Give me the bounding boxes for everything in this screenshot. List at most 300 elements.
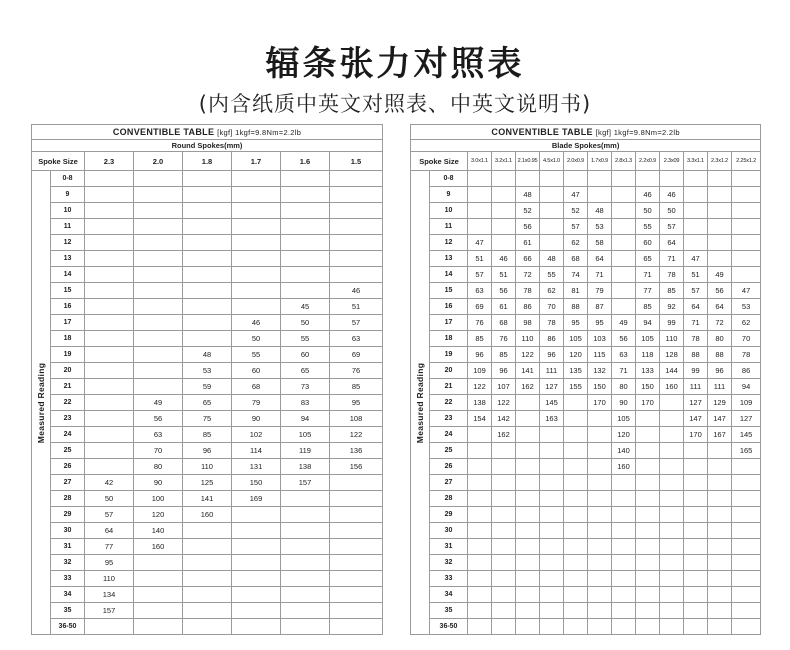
tension-cell: 78 bbox=[540, 315, 564, 331]
tension-cell bbox=[612, 603, 636, 619]
tension-cell bbox=[540, 571, 564, 587]
tension-cell: 81 bbox=[564, 283, 588, 299]
tension-cell bbox=[492, 507, 516, 523]
tension-cell bbox=[636, 555, 660, 571]
tension-cell bbox=[588, 187, 612, 203]
tension-cell: 74 bbox=[564, 267, 588, 283]
tension-cell: 80 bbox=[134, 459, 183, 475]
tension-cell: 105 bbox=[636, 331, 660, 347]
tension-cell bbox=[564, 619, 588, 635]
tension-cell bbox=[660, 491, 684, 507]
tension-cell bbox=[516, 411, 540, 427]
tension-cell bbox=[732, 219, 761, 235]
tension-cell: 71 bbox=[636, 267, 660, 283]
tension-cell: 98 bbox=[516, 315, 540, 331]
tension-cell: 160 bbox=[660, 379, 684, 395]
table-row bbox=[32, 395, 383, 411]
tension-cell: 64 bbox=[708, 299, 732, 315]
tension-cell bbox=[281, 539, 330, 555]
tension-cell bbox=[708, 619, 732, 635]
tension-cell: 57 bbox=[684, 283, 708, 299]
tension-cell: 79 bbox=[232, 395, 281, 411]
tension-cell: 58 bbox=[588, 235, 612, 251]
tension-cell bbox=[330, 235, 383, 251]
tension-cell: 77 bbox=[636, 283, 660, 299]
tension-cell: 129 bbox=[708, 395, 732, 411]
table-row bbox=[32, 427, 383, 443]
tension-cell bbox=[588, 459, 612, 475]
tension-cell bbox=[636, 571, 660, 587]
measured-reading-value: 29 bbox=[430, 507, 468, 523]
tension-cell bbox=[85, 203, 134, 219]
spoke-type-header: Blade Spokes(mm) bbox=[411, 140, 761, 152]
tension-cell: 60 bbox=[232, 363, 281, 379]
tension-cell bbox=[232, 251, 281, 267]
tension-cell bbox=[85, 235, 134, 251]
tension-cell bbox=[281, 203, 330, 219]
measured-reading-value: 19 bbox=[430, 347, 468, 363]
tension-cell bbox=[232, 267, 281, 283]
tension-cell bbox=[468, 203, 492, 219]
table-row bbox=[411, 475, 761, 491]
tension-cell bbox=[516, 459, 540, 475]
tension-cell bbox=[134, 331, 183, 347]
tension-cell: 55 bbox=[281, 331, 330, 347]
tension-cell bbox=[492, 187, 516, 203]
tension-cell: 53 bbox=[588, 219, 612, 235]
tension-cell bbox=[684, 187, 708, 203]
tension-cell bbox=[732, 203, 761, 219]
tension-cell: 88 bbox=[564, 299, 588, 315]
tension-cell: 56 bbox=[492, 283, 516, 299]
tension-cell bbox=[732, 267, 761, 283]
tension-cell bbox=[330, 587, 383, 603]
tension-cell bbox=[330, 203, 383, 219]
tension-cell bbox=[732, 507, 761, 523]
tension-cell bbox=[183, 603, 232, 619]
tension-cell bbox=[564, 555, 588, 571]
tension-cell: 47 bbox=[732, 283, 761, 299]
tension-cell bbox=[492, 219, 516, 235]
tension-cell: 65 bbox=[281, 363, 330, 379]
measured-reading-value: 34 bbox=[51, 587, 85, 603]
tension-cell bbox=[612, 187, 636, 203]
tension-cell: 86 bbox=[732, 363, 761, 379]
tension-cell bbox=[492, 459, 516, 475]
table-row bbox=[32, 219, 383, 235]
tension-cell: 122 bbox=[492, 395, 516, 411]
tension-cell bbox=[85, 315, 134, 331]
measured-reading-value: 17 bbox=[51, 315, 85, 331]
tension-cell: 42 bbox=[85, 475, 134, 491]
tension-cell: 109 bbox=[732, 395, 761, 411]
tension-cell bbox=[85, 219, 134, 235]
measured-reading-value: 20 bbox=[51, 363, 85, 379]
measured-reading-value: 13 bbox=[430, 251, 468, 267]
tension-cell: 70 bbox=[732, 331, 761, 347]
tension-cell bbox=[232, 539, 281, 555]
tension-cell bbox=[708, 251, 732, 267]
measured-reading-value: 19 bbox=[51, 347, 85, 363]
measured-reading-value: 14 bbox=[430, 267, 468, 283]
tension-cell bbox=[660, 171, 684, 187]
tension-cell: 70 bbox=[134, 443, 183, 459]
tension-cell bbox=[516, 619, 540, 635]
tension-cell bbox=[684, 571, 708, 587]
tension-cell bbox=[134, 619, 183, 635]
tension-cell bbox=[492, 235, 516, 251]
tension-cell: 75 bbox=[183, 411, 232, 427]
tension-cell: 87 bbox=[588, 299, 612, 315]
tension-cell bbox=[183, 299, 232, 315]
tension-cell bbox=[183, 619, 232, 635]
spoke-size-header: 2.2x0.9 bbox=[636, 152, 660, 171]
tension-cell: 105 bbox=[281, 427, 330, 443]
tension-cell bbox=[684, 475, 708, 491]
tension-cell: 162 bbox=[492, 427, 516, 443]
tension-cell: 83 bbox=[281, 395, 330, 411]
table-row bbox=[411, 203, 761, 219]
spoke-size-header: 3.2x1.1 bbox=[492, 152, 516, 171]
tension-cell: 78 bbox=[516, 283, 540, 299]
tension-cell bbox=[134, 315, 183, 331]
tension-cell: 138 bbox=[468, 395, 492, 411]
spoke-size-header: 2.3x1.2 bbox=[708, 152, 732, 171]
tension-cell bbox=[85, 379, 134, 395]
tension-cell bbox=[540, 443, 564, 459]
tension-cell bbox=[588, 539, 612, 555]
measured-reading-value: 9 bbox=[51, 187, 85, 203]
tension-cell: 55 bbox=[636, 219, 660, 235]
tension-cell: 63 bbox=[134, 427, 183, 443]
measured-reading-value: 26 bbox=[51, 459, 85, 475]
spoke-size-header: 2.0 bbox=[134, 152, 183, 171]
tension-cell: 147 bbox=[684, 411, 708, 427]
tension-cell: 141 bbox=[516, 363, 540, 379]
tension-cell bbox=[708, 571, 732, 587]
table-row bbox=[32, 379, 383, 395]
tension-cell: 56 bbox=[516, 219, 540, 235]
tension-cell bbox=[564, 395, 588, 411]
tension-cell bbox=[684, 219, 708, 235]
tension-cell: 86 bbox=[516, 299, 540, 315]
tension-cell: 88 bbox=[708, 347, 732, 363]
tension-cell bbox=[516, 571, 540, 587]
tension-cell bbox=[660, 459, 684, 475]
tension-cell bbox=[281, 171, 330, 187]
spoke-size-header: 1.7 bbox=[232, 152, 281, 171]
tension-cell bbox=[660, 571, 684, 587]
tension-cell bbox=[660, 411, 684, 427]
tension-cell bbox=[516, 395, 540, 411]
tension-cell: 57 bbox=[564, 219, 588, 235]
tension-cell bbox=[732, 571, 761, 587]
tension-cell: 80 bbox=[708, 331, 732, 347]
tension-cell: 170 bbox=[636, 395, 660, 411]
tension-cell: 96 bbox=[540, 347, 564, 363]
measured-reading-value: 11 bbox=[430, 219, 468, 235]
measured-reading-value: 20 bbox=[430, 363, 468, 379]
tension-cell bbox=[134, 299, 183, 315]
tension-cell: 163 bbox=[540, 411, 564, 427]
tension-cell: 140 bbox=[134, 523, 183, 539]
table-row bbox=[32, 555, 383, 571]
spoke-size-header: 2.25x1.2 bbox=[732, 152, 761, 171]
tension-cell bbox=[660, 523, 684, 539]
measured-reading-value: 31 bbox=[430, 539, 468, 555]
spoke-size-header-row bbox=[32, 152, 383, 171]
tension-cell: 48 bbox=[183, 347, 232, 363]
tension-cell bbox=[564, 411, 588, 427]
tension-cell: 57 bbox=[330, 315, 383, 331]
tension-cell: 60 bbox=[636, 235, 660, 251]
spoke-size-header: 2.3x09 bbox=[660, 152, 684, 171]
tension-cell bbox=[636, 171, 660, 187]
measured-reading-value: 15 bbox=[51, 283, 85, 299]
tension-cell bbox=[281, 187, 330, 203]
table-row bbox=[411, 427, 761, 443]
tension-cell bbox=[330, 251, 383, 267]
tension-cell bbox=[468, 219, 492, 235]
tension-cell bbox=[660, 603, 684, 619]
tension-cell: 92 bbox=[660, 299, 684, 315]
tension-cell bbox=[330, 619, 383, 635]
tension-cell bbox=[540, 203, 564, 219]
table-row bbox=[32, 171, 383, 187]
tension-cell: 96 bbox=[492, 363, 516, 379]
tension-cell: 64 bbox=[85, 523, 134, 539]
tension-cell: 118 bbox=[636, 347, 660, 363]
tension-cell bbox=[281, 283, 330, 299]
tension-cell: 46 bbox=[232, 315, 281, 331]
tension-cell bbox=[330, 171, 383, 187]
tension-cell bbox=[85, 395, 134, 411]
tension-cell: 63 bbox=[612, 347, 636, 363]
tension-cell bbox=[660, 507, 684, 523]
tension-cell: 50 bbox=[232, 331, 281, 347]
tension-cell bbox=[134, 187, 183, 203]
tension-cell: 62 bbox=[564, 235, 588, 251]
table-row bbox=[32, 539, 383, 555]
tension-cell: 77 bbox=[85, 539, 134, 555]
tension-cell bbox=[588, 411, 612, 427]
tension-cell bbox=[708, 555, 732, 571]
tension-cell: 61 bbox=[492, 299, 516, 315]
tension-cell bbox=[85, 331, 134, 347]
tension-cell bbox=[564, 171, 588, 187]
tension-cell bbox=[183, 235, 232, 251]
tension-cell bbox=[516, 427, 540, 443]
tension-cell bbox=[85, 299, 134, 315]
tension-cell bbox=[468, 187, 492, 203]
tension-cell: 95 bbox=[564, 315, 588, 331]
spoke-size-header: 1.7x0.9 bbox=[588, 152, 612, 171]
tension-cell bbox=[330, 507, 383, 523]
tension-cell bbox=[564, 427, 588, 443]
tension-cell bbox=[732, 523, 761, 539]
tension-cell bbox=[232, 619, 281, 635]
tension-cell bbox=[636, 587, 660, 603]
round-spokes-table bbox=[31, 124, 383, 635]
tension-cell bbox=[330, 219, 383, 235]
tension-cell bbox=[232, 283, 281, 299]
tension-cell bbox=[183, 571, 232, 587]
tension-cell: 64 bbox=[684, 299, 708, 315]
tension-cell: 96 bbox=[468, 347, 492, 363]
tension-cell bbox=[492, 619, 516, 635]
spoke-size-header: 2.3 bbox=[85, 152, 134, 171]
tension-cell bbox=[684, 603, 708, 619]
measured-reading-value: 16 bbox=[430, 299, 468, 315]
tension-cell bbox=[612, 299, 636, 315]
tension-cell bbox=[732, 235, 761, 251]
tension-cell bbox=[468, 171, 492, 187]
tension-cell: 157 bbox=[281, 475, 330, 491]
tension-cell bbox=[232, 523, 281, 539]
measured-reading-value: 18 bbox=[51, 331, 85, 347]
tension-cell bbox=[134, 555, 183, 571]
spoke-size-header: 3.3x1.1 bbox=[684, 152, 708, 171]
tension-cell bbox=[468, 427, 492, 443]
tension-cell bbox=[468, 539, 492, 555]
tension-cell: 95 bbox=[588, 315, 612, 331]
tension-cell bbox=[492, 475, 516, 491]
tension-cell bbox=[232, 171, 281, 187]
tension-cell bbox=[134, 379, 183, 395]
tension-cell bbox=[492, 555, 516, 571]
tension-cell: 78 bbox=[732, 347, 761, 363]
tension-cell bbox=[85, 171, 134, 187]
tension-cell bbox=[732, 491, 761, 507]
tension-cell bbox=[492, 443, 516, 459]
tension-cell: 53 bbox=[183, 363, 232, 379]
tension-cell: 111 bbox=[684, 379, 708, 395]
tension-cell bbox=[708, 587, 732, 603]
tension-cell bbox=[232, 603, 281, 619]
tension-cell: 47 bbox=[684, 251, 708, 267]
tension-cell bbox=[85, 251, 134, 267]
tension-cell bbox=[540, 187, 564, 203]
tension-cell bbox=[732, 603, 761, 619]
tension-cell: 115 bbox=[588, 347, 612, 363]
table-row bbox=[411, 267, 761, 283]
unit-note: [kgf] 1kgf=9.8Nm=2.2lb bbox=[217, 128, 302, 137]
tension-cell bbox=[636, 411, 660, 427]
tension-cell: 110 bbox=[660, 331, 684, 347]
measured-reading-value: 30 bbox=[51, 523, 85, 539]
tension-cell: 72 bbox=[516, 267, 540, 283]
table-row bbox=[411, 571, 761, 587]
tension-cell bbox=[134, 267, 183, 283]
tension-cell bbox=[660, 427, 684, 443]
tension-cell bbox=[612, 555, 636, 571]
tension-cell bbox=[588, 507, 612, 523]
measured-reading-value: 16 bbox=[51, 299, 85, 315]
measured-reading-value: 22 bbox=[430, 395, 468, 411]
spoke-size-header: 2.0x0.9 bbox=[564, 152, 588, 171]
tension-cell: 170 bbox=[588, 395, 612, 411]
tension-cell: 105 bbox=[564, 331, 588, 347]
tension-cell: 103 bbox=[588, 331, 612, 347]
measured-reading-value: 36-50 bbox=[430, 619, 468, 635]
tension-cell bbox=[183, 283, 232, 299]
tension-cell bbox=[588, 443, 612, 459]
tension-cell: 85 bbox=[468, 331, 492, 347]
tension-cell bbox=[183, 587, 232, 603]
table-row bbox=[411, 491, 761, 507]
tension-cell bbox=[612, 219, 636, 235]
measured-reading-value: 28 bbox=[430, 491, 468, 507]
tension-cell bbox=[684, 507, 708, 523]
measured-reading-value: 28 bbox=[51, 491, 85, 507]
table-title bbox=[32, 125, 383, 140]
tension-cell bbox=[492, 491, 516, 507]
tension-cell bbox=[540, 491, 564, 507]
tension-cell: 50 bbox=[660, 203, 684, 219]
tension-cell: 62 bbox=[540, 283, 564, 299]
tension-cell bbox=[684, 235, 708, 251]
tension-cell: 63 bbox=[330, 331, 383, 347]
tension-cell bbox=[588, 475, 612, 491]
tension-cell: 128 bbox=[660, 347, 684, 363]
measured-reading-value: 36-50 bbox=[51, 619, 85, 635]
tension-cell bbox=[516, 603, 540, 619]
tension-cell bbox=[660, 475, 684, 491]
table-row bbox=[32, 443, 383, 459]
tension-cell: 68 bbox=[232, 379, 281, 395]
tension-cell bbox=[85, 347, 134, 363]
tension-cell: 94 bbox=[636, 315, 660, 331]
tension-cell bbox=[330, 571, 383, 587]
tension-cell bbox=[612, 203, 636, 219]
tension-cell bbox=[183, 555, 232, 571]
table-row bbox=[411, 283, 761, 299]
tension-cell bbox=[564, 587, 588, 603]
tension-cell: 150 bbox=[232, 475, 281, 491]
tension-cell bbox=[564, 603, 588, 619]
tension-cell: 122 bbox=[516, 347, 540, 363]
tension-cell bbox=[540, 475, 564, 491]
tension-cell: 147 bbox=[708, 411, 732, 427]
tension-cell bbox=[281, 251, 330, 267]
tension-cell bbox=[612, 491, 636, 507]
measured-reading-value: 15 bbox=[430, 283, 468, 299]
tension-cell bbox=[588, 555, 612, 571]
tension-cell bbox=[330, 267, 383, 283]
tension-cell: 78 bbox=[660, 267, 684, 283]
tension-cell: 95 bbox=[330, 395, 383, 411]
tension-cell bbox=[708, 491, 732, 507]
tension-cell bbox=[330, 475, 383, 491]
tension-cell: 47 bbox=[564, 187, 588, 203]
tension-cell bbox=[330, 491, 383, 507]
table-row bbox=[411, 395, 761, 411]
tension-cell: 111 bbox=[708, 379, 732, 395]
spoke-size-header: 4.5x1.0 bbox=[540, 152, 564, 171]
measured-reading-value: 12 bbox=[51, 235, 85, 251]
measured-reading-value: 17 bbox=[430, 315, 468, 331]
measured-reading-value: 23 bbox=[51, 411, 85, 427]
measured-reading-value: 12 bbox=[430, 235, 468, 251]
tension-cell bbox=[85, 619, 134, 635]
table-row bbox=[411, 523, 761, 539]
tension-cell bbox=[134, 171, 183, 187]
measured-reading-axis bbox=[32, 171, 51, 635]
table-row bbox=[411, 603, 761, 619]
tension-cell bbox=[660, 555, 684, 571]
tension-cell: 69 bbox=[468, 299, 492, 315]
tension-cell: 68 bbox=[564, 251, 588, 267]
